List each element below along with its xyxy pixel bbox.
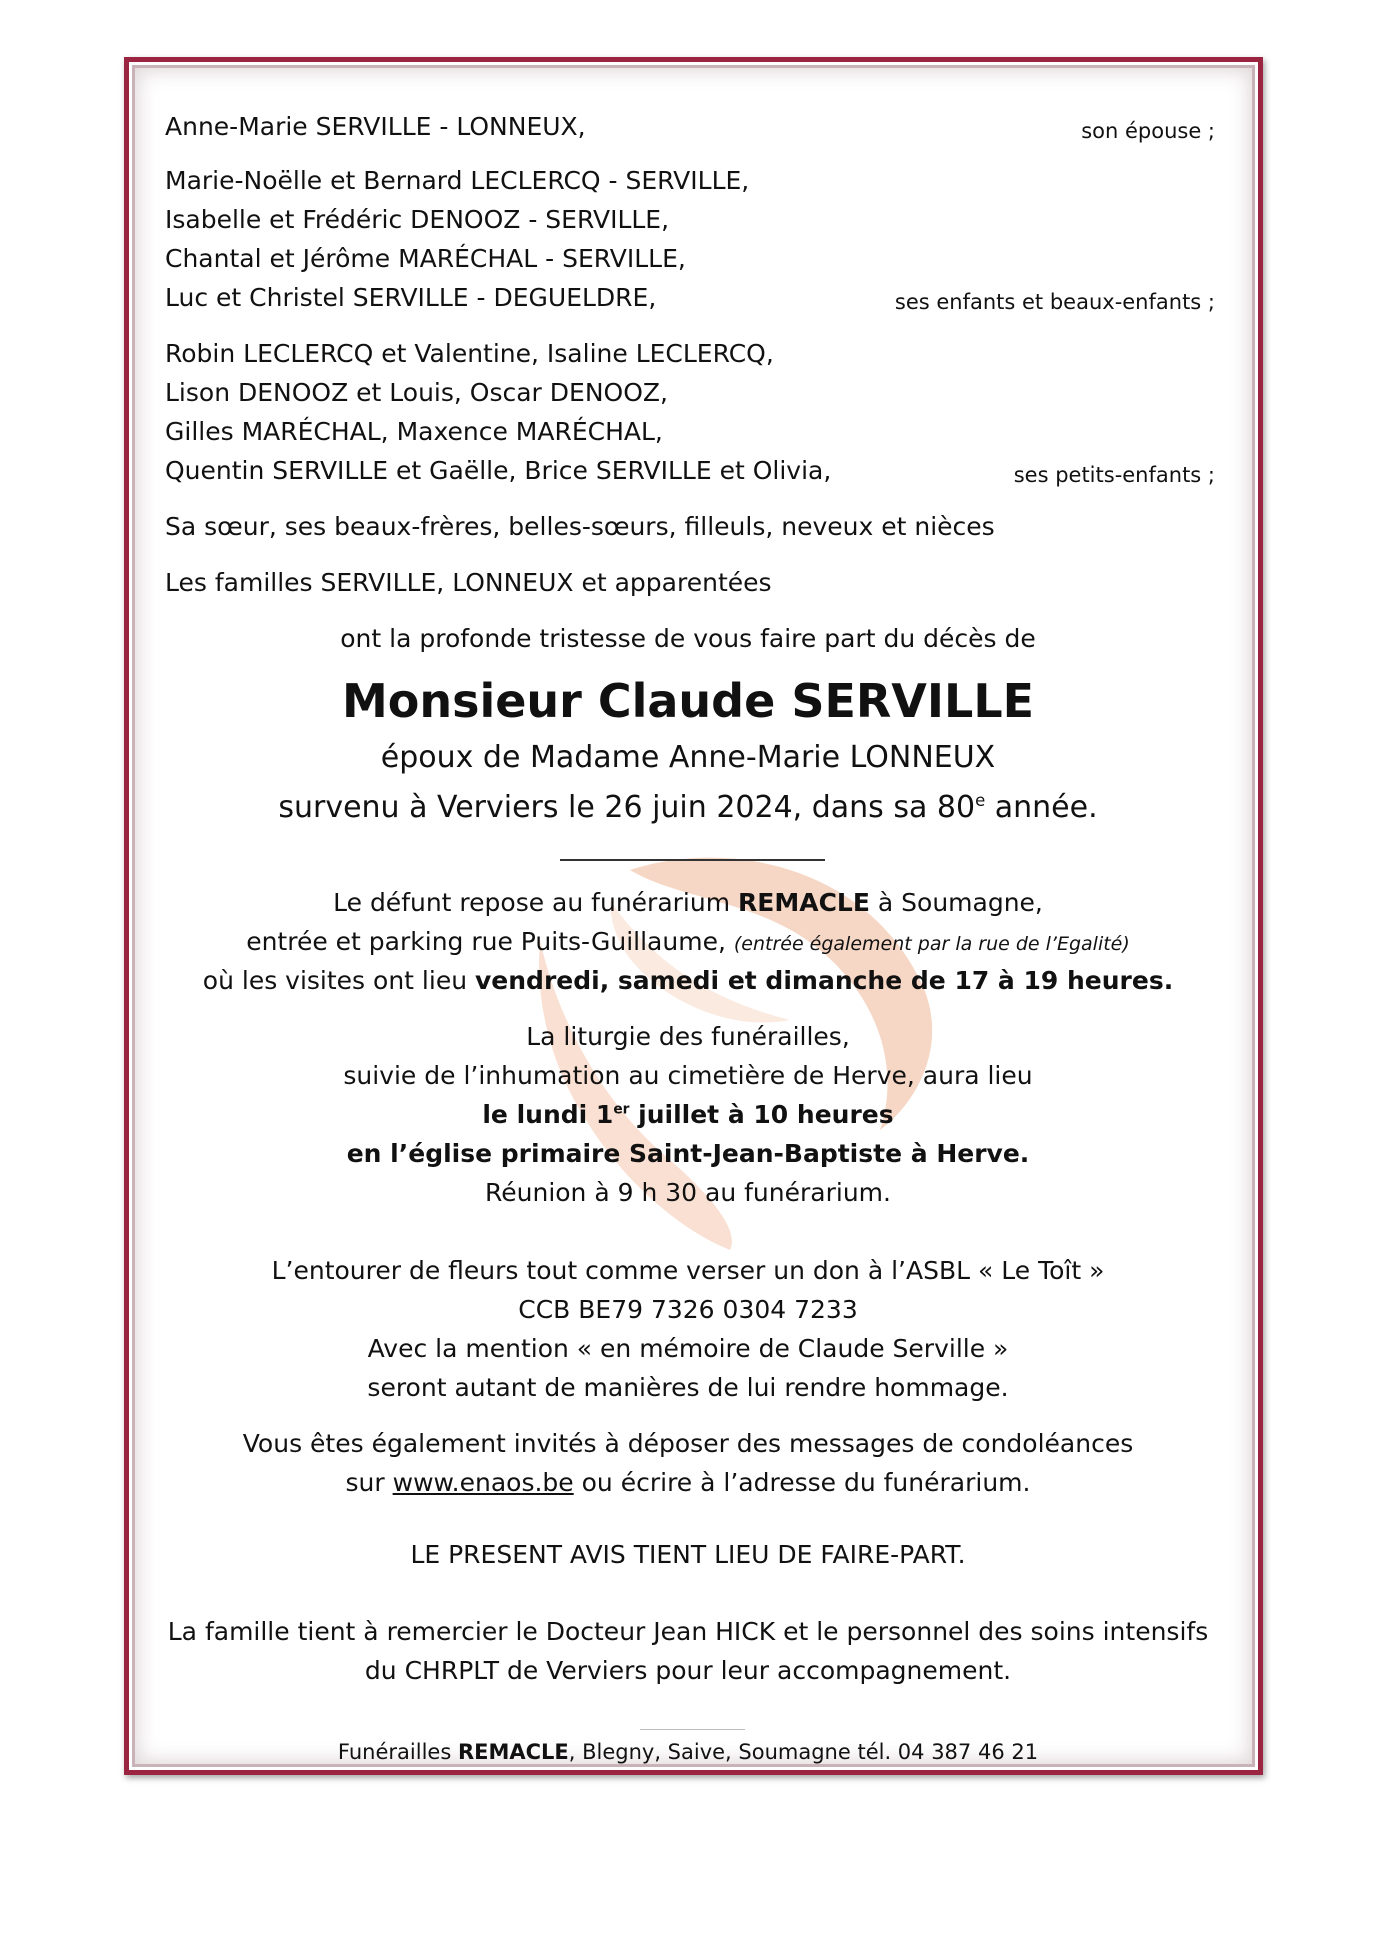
- condolences-line-2: sur www.enaos.be ou écrire à l’adresse du funérarium.: [345, 1468, 1031, 1497]
- visitation-line-1: Le défunt repose au funérarium REMACLE à Soumagne,: [333, 888, 1043, 917]
- donation-line-2: CCB BE79 7326 0304 7233: [518, 1295, 858, 1324]
- footer-separator: [640, 1729, 745, 1730]
- notice-line: LE PRESENT AVIS TIENT LIEU DE FAIRE-PART.: [410, 1540, 966, 1569]
- spouse-name: Anne-Marie SERVILLE - LONNEUX,: [165, 112, 586, 141]
- announcement-intro: ont la profonde tristesse de vous faire part du décès de: [340, 624, 1036, 653]
- donation-line-3: Avec la mention « en mémoire de Claude Serville »: [367, 1334, 1009, 1363]
- child-line: Chantal et Jérôme MARÉCHAL - SERVILLE,: [165, 244, 686, 273]
- child-line: Isabelle et Frédéric DENOOZ - SERVILLE,: [165, 205, 670, 234]
- thanks-line-2: du CHRPLT de Verviers pour leur accompagnement.: [364, 1656, 1012, 1685]
- grandchildren-relation: ses petits-enfants ;: [1013, 463, 1215, 487]
- grandchild-line: Gilles MARÉCHAL, Maxence MARÉCHAL,: [165, 417, 663, 446]
- visitation-line-2: entrée et parking rue Puits-Guillaume, (entrée également par la rue de l’Egalité): [246, 927, 1130, 956]
- grandchild-line: [165, 456, 1215, 486]
- funeral-line-5: Réunion à 9 h 30 au funérarium.: [485, 1178, 891, 1207]
- grandchild-name: Quentin SERVILLE et Gaëlle, Brice SERVILLE et Olivia,: [165, 456, 832, 485]
- spouse-line: [165, 112, 1215, 142]
- separator-line: [560, 859, 825, 861]
- footer-line: Funérailles REMACLE, Blegny, Saive, Soumagne tél. 04 387 46 21: [337, 1740, 1039, 1764]
- donation-line-4: seront autant de manières de lui rendre hommage.: [367, 1373, 1009, 1402]
- deceased-name: Monsieur Claude SERVILLE: [341, 674, 1035, 728]
- condolences-line-1: Vous êtes également invités à déposer des messages de condoléances: [242, 1429, 1134, 1458]
- funeral-line-1: La liturgie des funérailles,: [526, 1022, 850, 1051]
- grandchild-line: Lison DENOOZ et Louis, Oscar DENOOZ,: [165, 378, 668, 407]
- spouse-of-line: époux de Madame Anne-Marie LONNEUX: [380, 740, 996, 775]
- child-line: Marie-Noëlle et Bernard LECLERCQ - SERVILLE,: [165, 166, 750, 195]
- siblings-line: Sa sœur, ses beaux-frères, belles-sœurs, filleuls, neveux et nièces: [165, 512, 995, 541]
- grandchild-line: Robin LECLERCQ et Valentine, Isaline LECLERCQ,: [165, 339, 774, 368]
- death-line: survenu à Verviers le 26 juin 2024, dans sa 80e année.: [278, 790, 1098, 825]
- funeral-line-4: en l’église primaire Saint-Jean-Baptiste à Herve.: [346, 1139, 1030, 1168]
- funeral-line-3: le lundi 1er juillet à 10 heures: [482, 1100, 894, 1129]
- families-line: Les familles SERVILLE, LONNEUX et apparentées: [165, 568, 772, 597]
- visitation-line-3: où les visites ont lieu vendredi, samedi et dimanche de 17 à 19 heures.: [202, 966, 1174, 995]
- child-name: Luc et Christel SERVILLE - DEGUELDRE,: [165, 283, 657, 312]
- website-link[interactable]: www.enaos.be: [392, 1468, 574, 1497]
- children-relation: ses enfants et beaux-enfants ;: [894, 290, 1215, 314]
- thanks-line-1: La famille tient à remercier le Docteur Jean HICK et le personnel des soins intensifs: [167, 1617, 1209, 1646]
- child-line: [165, 283, 1215, 313]
- funeral-line-2: suivie de l’inhumation au cimetière de Herve, aura lieu: [343, 1061, 1033, 1090]
- spouse-relation: son épouse ;: [1081, 119, 1215, 143]
- donation-line-1: L’entourer de fleurs tout comme verser un don à l’ASBL « Le Toît »: [271, 1256, 1105, 1285]
